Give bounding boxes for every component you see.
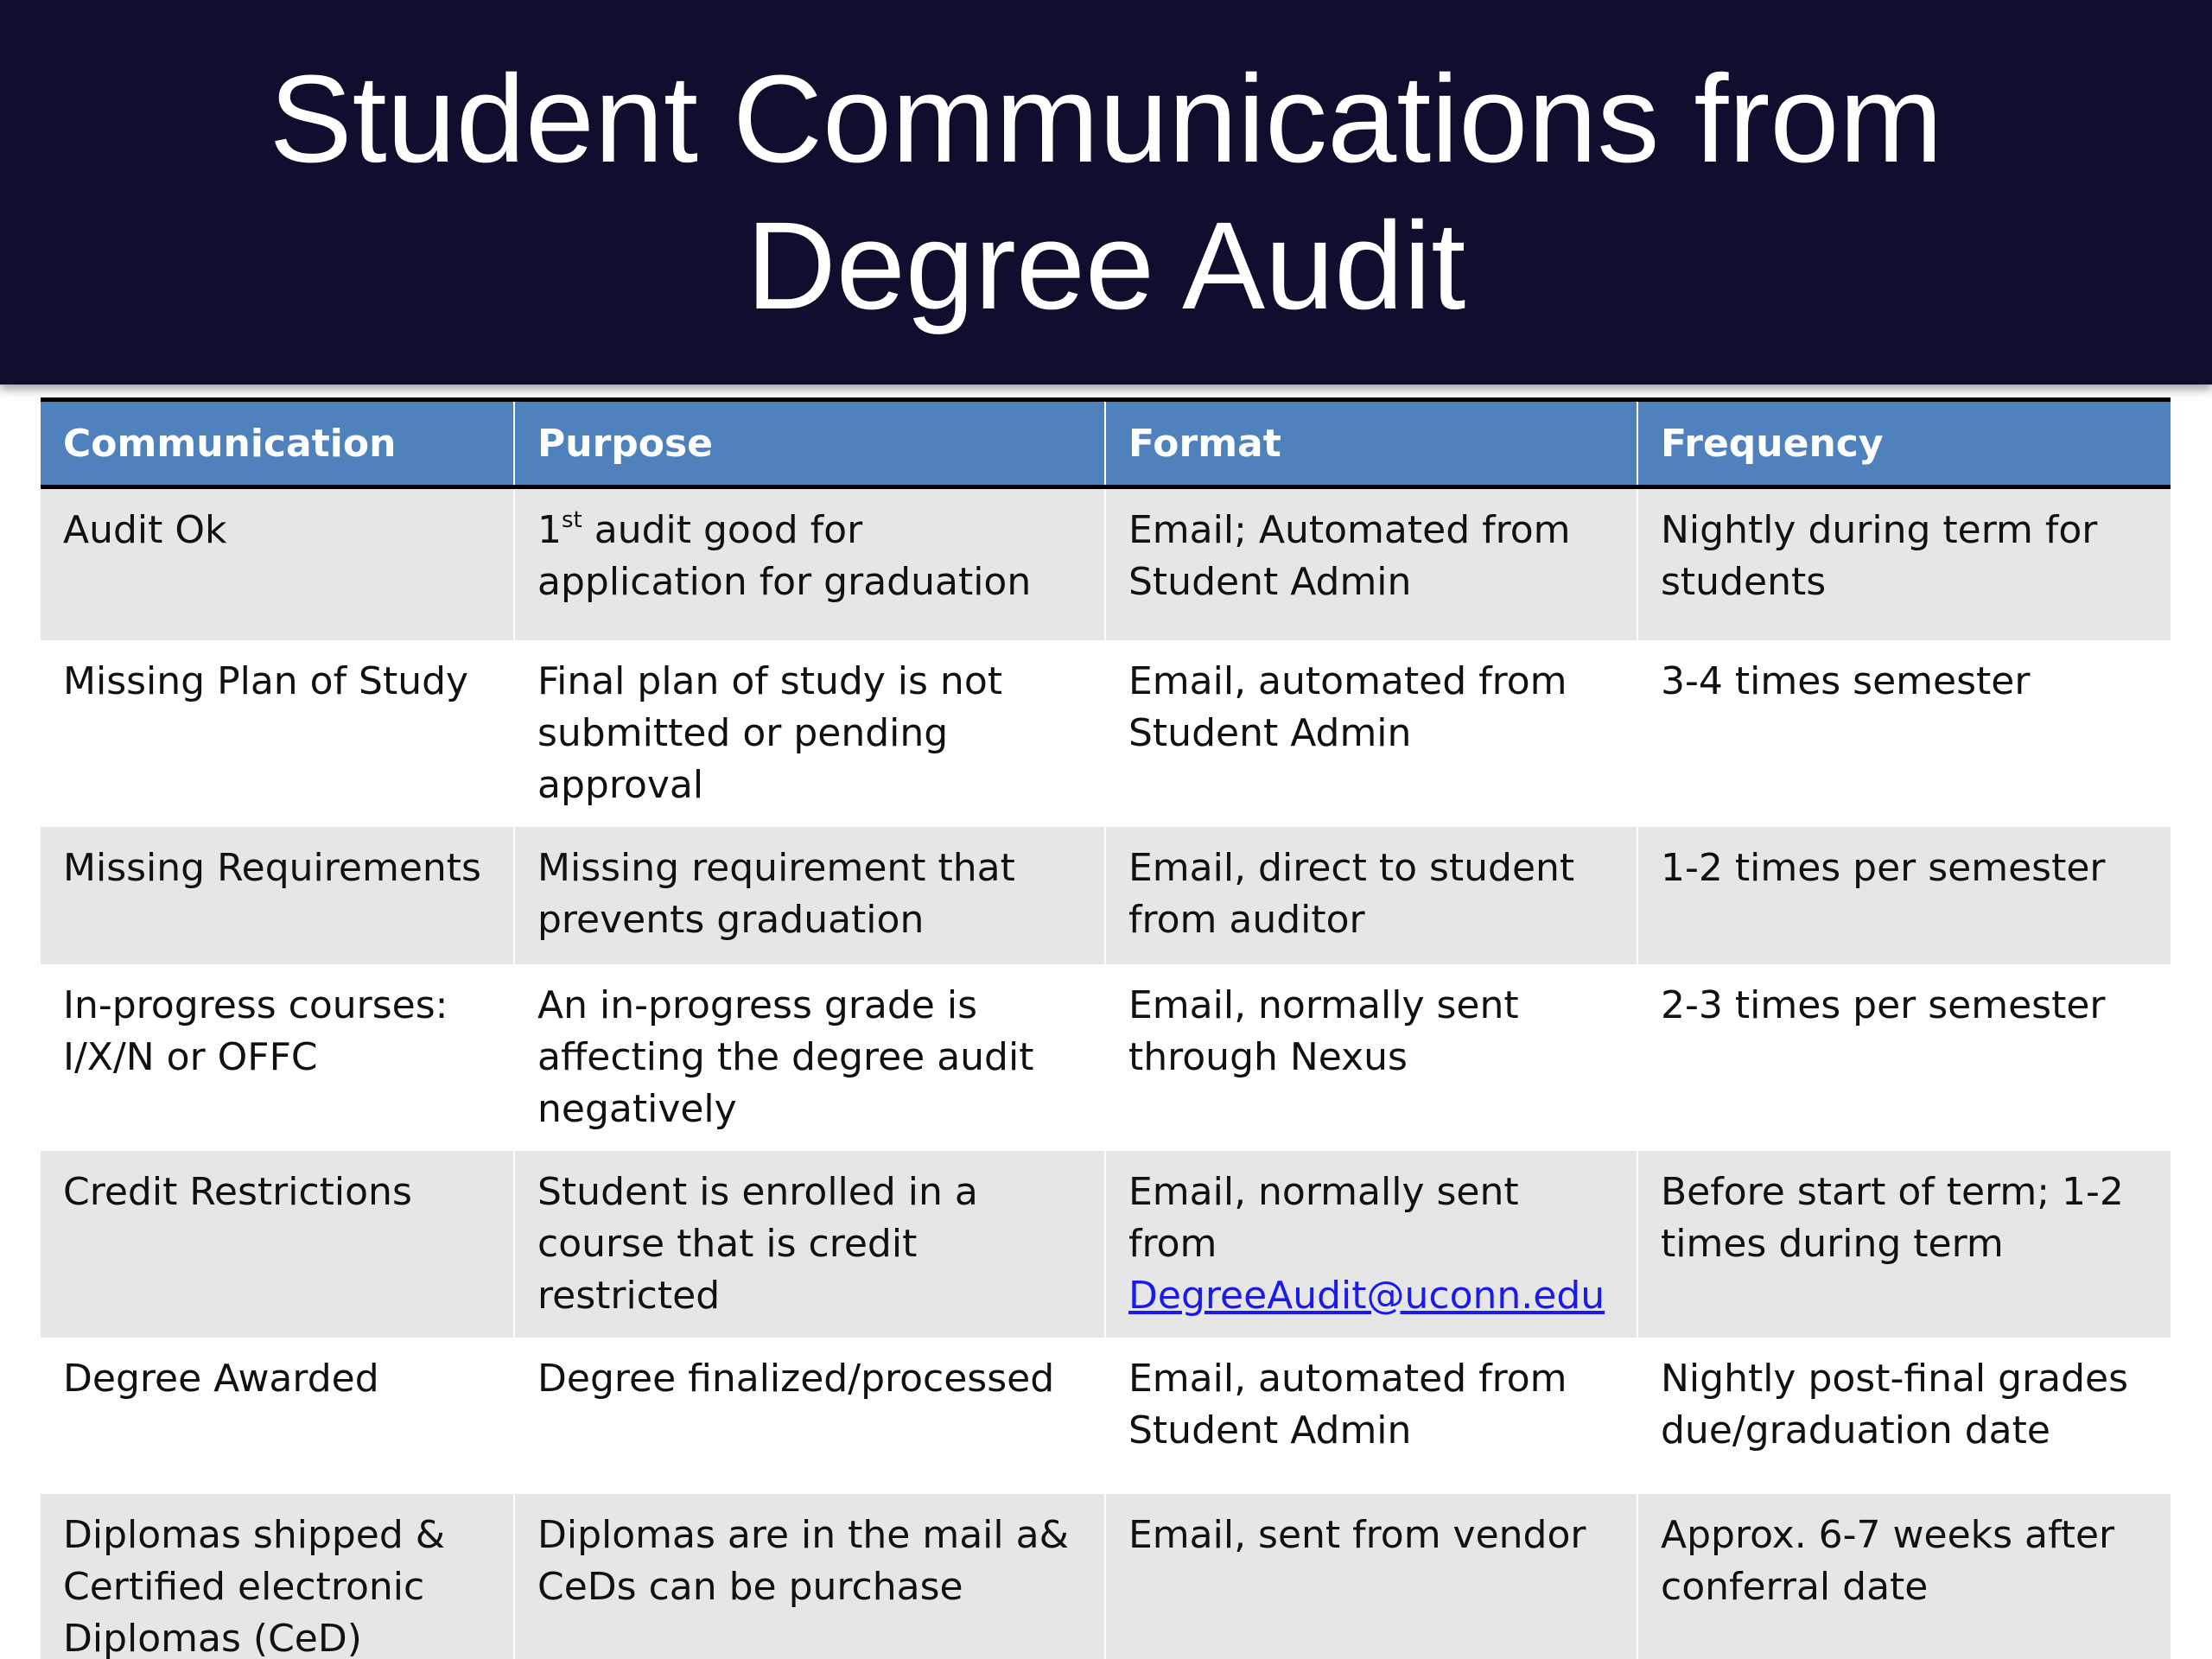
cell-purpose: An in-progress grade is affecting the degree audit negatively	[514, 964, 1105, 1151]
table-header	[41, 400, 2171, 487]
cell-communication: Audit Ok	[41, 487, 514, 641]
cell-communication: Missing Requirements	[41, 827, 514, 964]
slide-title-line-2: Degree Audit	[746, 195, 1466, 335]
format-text: Email, normally sent from	[1128, 1170, 1519, 1266]
cell-purpose	[514, 487, 1105, 641]
header-communication: Communication	[41, 400, 514, 487]
cell-purpose: Student is enrolled in a course that is credit restricted	[514, 1151, 1105, 1338]
slide-title-line-1: Student Communications from	[269, 48, 1943, 188]
header-frequency: Frequency	[1661, 421, 1884, 466]
cell-purpose: Degree finalized/processed	[514, 1338, 1105, 1494]
cell-communication: Credit Restrictions	[41, 1151, 514, 1338]
cell-communication: Diplomas shipped & Certified electronic Diplomas (CeD)	[41, 1494, 514, 1659]
table-row	[41, 487, 2171, 641]
header-purpose: Purpose	[514, 400, 1105, 487]
communications-table-wrapper	[41, 397, 2171, 1659]
cell-purpose: Final plan of study is not submitted or pending approval	[514, 640, 1105, 827]
cell-frequency: 2-3 times per semester	[1661, 983, 2106, 1027]
table-row	[41, 1338, 2171, 1494]
cell-communication: Missing Plan of Study	[41, 640, 514, 827]
cell-frequency: Nightly post-final grades due/graduation date	[1661, 1357, 2129, 1452]
cell-format: Email, automated from Student Admin	[1105, 640, 1637, 827]
table-row	[41, 1151, 2171, 1338]
cell-communication: Degree Awarded	[41, 1338, 514, 1494]
purpose-ordinal-number: 1	[537, 508, 562, 552]
cell-frequency: Nightly during term for students	[1661, 508, 2098, 604]
table-row	[41, 964, 2171, 1151]
cell-frequency: Approx. 6-7 weeks after conferral date	[1661, 1513, 2115, 1609]
cell-format: Email; Automated from Student Admin	[1105, 487, 1637, 641]
cell-frequency: 1-2 times per semester	[1661, 846, 2106, 890]
slide-title	[112, 46, 2100, 340]
title-band	[0, 0, 2212, 385]
cell-format: Email, direct to student from auditor	[1105, 827, 1637, 964]
purpose-ordinal-suffix: st	[562, 507, 582, 533]
table-body	[41, 487, 2171, 1659]
cell-frequency: Before start of term; 1-2 times during term	[1661, 1170, 2124, 1266]
table-header-row	[41, 400, 2171, 487]
cell-purpose: Missing requirement that prevents graduation	[514, 827, 1105, 964]
purpose-text: audit good for application for graduation	[537, 508, 1032, 604]
cell-format	[1105, 1151, 1637, 1338]
cell-format: Email, sent from vendor	[1105, 1494, 1637, 1659]
table-row	[41, 1494, 2171, 1659]
communications-table	[41, 397, 2171, 1659]
table-row	[41, 827, 2171, 964]
header-format: Format	[1105, 400, 1637, 487]
cell-communication: In-progress courses: I/X/N or OFFC	[41, 964, 514, 1151]
cell-frequency: 3-4 times semester	[1661, 659, 2031, 703]
table-row	[41, 640, 2171, 827]
cell-purpose: Diplomas are in the mail a& CeDs can be purchase	[514, 1494, 1105, 1659]
cell-format: Email, normally sent through Nexus	[1105, 964, 1637, 1151]
degree-audit-email-link[interactable]: DegreeAudit@uconn.edu	[1128, 1274, 1605, 1318]
cell-format: Email, automated from Student Admin	[1105, 1338, 1637, 1494]
